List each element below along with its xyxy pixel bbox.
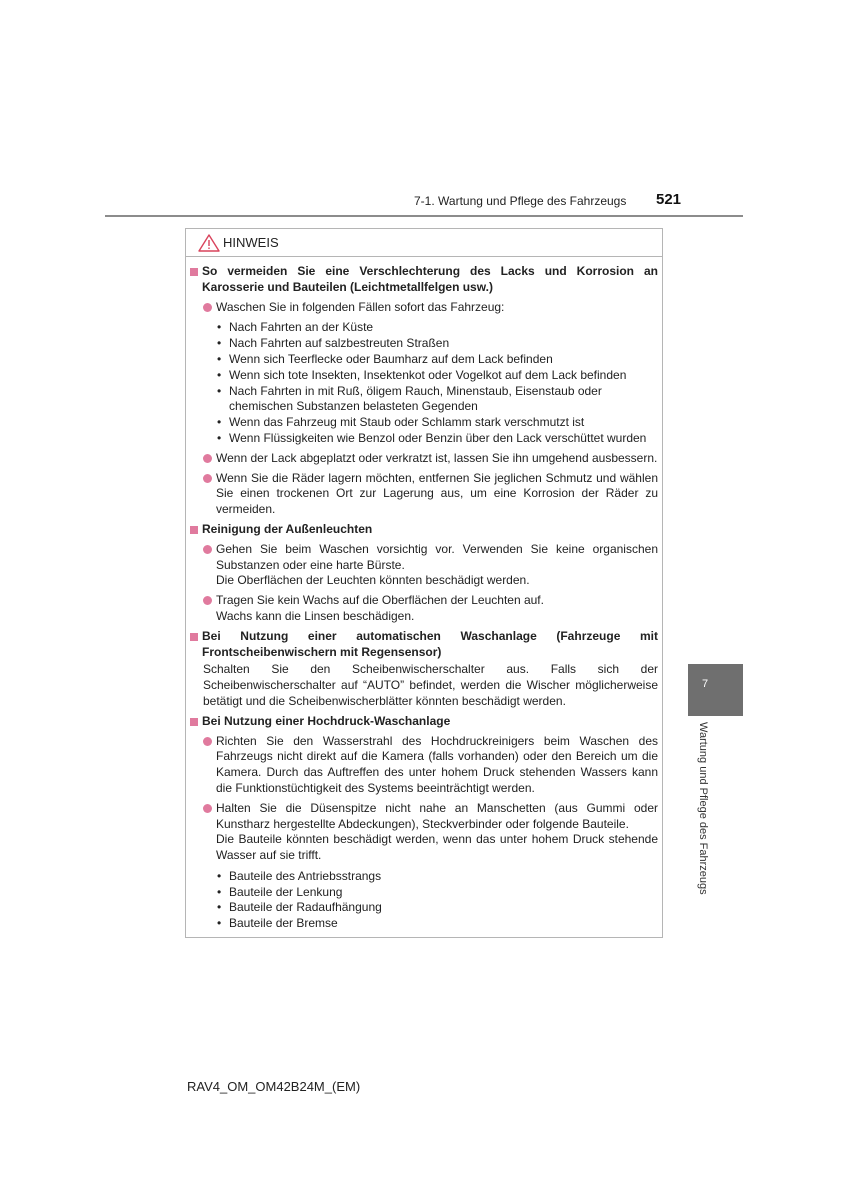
bullet-item: • Bauteile des Antriebsstrangs (217, 868, 382, 883)
section-heading: Reinigung der Außenleuchten (190, 522, 658, 538)
note-header (186, 229, 662, 257)
paragraph: Schalten Sie den Scheibenwischerschalter aus. Falls sich der Scheibenwischerschalter auf “AUTO” befindet, werden die Wischer möglicherweise betätigt und die Scheibenwischerblätter könnten beschädigt werden. (203, 662, 658, 708)
list-item: Wenn der Lack abgeplatzt oder verkratzt ist, lassen Sie ihn umgehend ausbessern. (190, 451, 658, 467)
bullet-list (190, 320, 658, 446)
note-box (185, 228, 663, 938)
header-divider (105, 215, 743, 217)
square-bullet-icon (190, 633, 198, 641)
section-title: 7-1. Wartung und Pflege des Fahrzeugs (414, 194, 627, 208)
bullet-item: • Bauteile der Bremse (217, 916, 338, 931)
circle-bullet-icon (203, 474, 212, 483)
bullet-item: • Bauteile der Lenkung (217, 884, 343, 899)
bullet-item: • Wenn Flüssigkeiten wie Benzol oder Benzin über den Lack verschüttet wurden (217, 430, 647, 445)
bullet-item: • Wenn das Fahrzeug mit Staub oder Schlamm stark verschmutzt ist (217, 415, 585, 430)
list-item: Richten Sie den Wasserstrahl des Hochdruckreinigers beim Waschen des Fahrzeugs nicht direkt auf die Kamera (falls vorhanden) oder den Bereich um die Kamera. Durch das Auftreffen des unter hohem Druck stehenden Wassers kann die Funktionstüchtigkeit des Systems beeinträchtigt werden. (190, 734, 658, 797)
list-item: Halten Sie die Düsenspitze nicht nahe an Manschetten (aus Gummi oder Kunstharz hergestellte Abdeckungen), Steckverbinder oder folgende Bauteile. Die Bauteile könnten beschädigt werden, wenn das unter hohem Druck stehende Wasser auf sie trifft. (190, 801, 658, 864)
chapter-tab[interactable] (688, 664, 743, 716)
circle-bullet-icon (203, 545, 212, 554)
circle-bullet-icon (203, 303, 212, 312)
bullet-list (190, 869, 658, 932)
bullet-item: • Wenn sich tote Insekten, Insektenkot oder Vogelkot auf dem Lack befinden (217, 367, 627, 382)
circle-bullet-icon (203, 804, 212, 813)
list-item: Wenn Sie die Räder lagern möchten, entfernen Sie jeglichen Schmutz und wählen Sie einen trockenen Ort zur Lagerung aus, um eine Korrosion der Räder zu vermeiden. (190, 471, 658, 518)
bullet-item: • Nach Fahrten an der Küste (217, 320, 374, 335)
bullet-item: • Bauteile der Radaufhängung (217, 900, 382, 915)
chapter-number: 7 (702, 678, 709, 690)
section-heading: Bei Nutzung einer automatischen Waschanlage (Fahrzeuge mit Frontscheibenwischern mit Regensensor) (190, 629, 658, 661)
circle-bullet-icon (203, 596, 212, 605)
section-heading: So vermeiden Sie eine Verschlechterung des Lacks und Korrosion an Karosserie und Bauteilen (Leichtmetallfelgen usw.) (190, 264, 658, 296)
bullet-item: • Nach Fahrten in mit Ruß, öligem Rauch, Minenstaub, Eisenstaub oder chemischen Substanzen belasteten Gegenden (217, 383, 602, 414)
list-item: Gehen Sie beim Waschen vorsichtig vor. Verwenden Sie keine organischen Substanzen oder eine harte Bürste. Die Oberflächen der Leuchten könnten beschädigt werden. (190, 542, 658, 589)
circle-bullet-icon (203, 737, 212, 746)
warning-triangle-icon (198, 234, 220, 252)
bullet-item: • Nach Fahrten auf salzbestreuten Straßen (217, 336, 450, 351)
note-title: HINWEIS (223, 235, 279, 250)
section-heading: Bei Nutzung einer Hochdruck-Waschanlage (190, 714, 658, 730)
chapter-label: Wartung und Pflege des Fahrzeugs (697, 722, 709, 895)
document-code: RAV4_OM_OM42B24M_(EM) (187, 1079, 361, 1094)
list-item: Waschen Sie in folgenden Fällen sofort das Fahrzeug: (190, 300, 658, 316)
list-item: Tragen Sie kein Wachs auf die Oberflächen der Leuchten auf. Wachs kann die Linsen beschädigen. (190, 593, 658, 625)
square-bullet-icon (190, 268, 198, 276)
bullet-item: • Wenn sich Teerflecke oder Baumharz auf dem Lack befinden (217, 351, 553, 366)
square-bullet-icon (190, 526, 198, 534)
circle-bullet-icon (203, 454, 212, 463)
square-bullet-icon (190, 718, 198, 726)
page-number: 521 (656, 191, 682, 208)
note-body (186, 257, 662, 932)
